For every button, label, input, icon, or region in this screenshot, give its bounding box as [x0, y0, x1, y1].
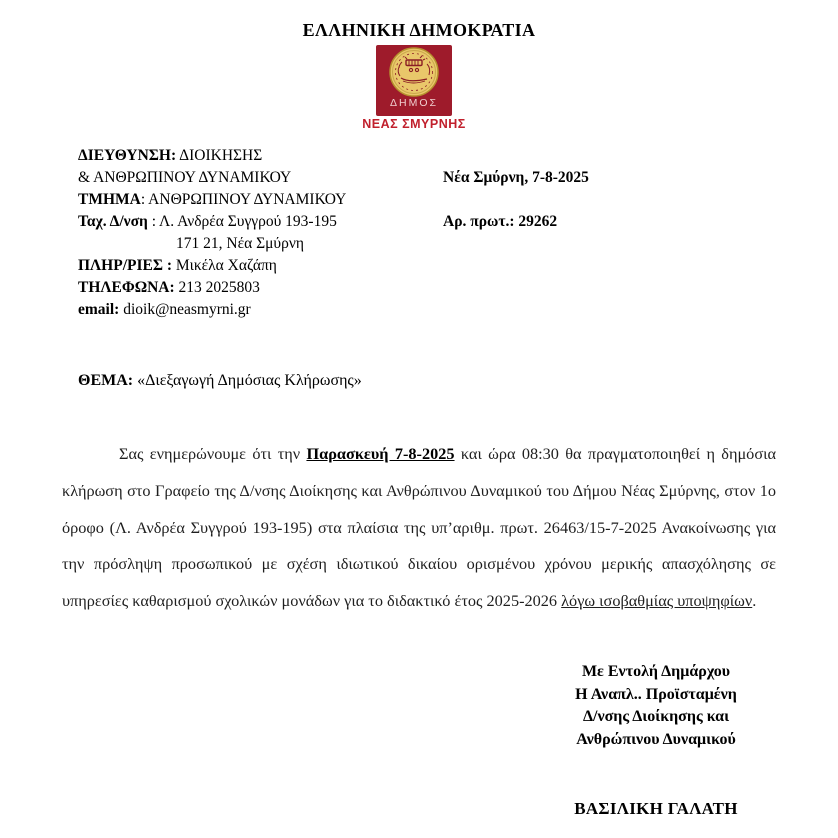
phone-value: 213 2025803 [174, 279, 260, 296]
signature-line-directorate: Δ/νσης Διοίκησης και [582, 708, 730, 725]
signature-line-role: Η Αναπλ.. Προϊσταμένη [575, 685, 737, 703]
letterhead-line-address [78, 211, 438, 233]
letterhead-line-phone [78, 277, 438, 299]
department-value: : ΑΝΘΡΩΠΙΝΟΥ ΔΥΝΑΜΙΚΟΥ [140, 191, 347, 208]
body-segment-5: . [752, 591, 757, 611]
letterhead-line-directorate-cont [78, 167, 438, 189]
directorate-label: ΔΙΕΥΘΥΝΣΗ: [78, 147, 177, 164]
department-label: ΤΜΗΜΑ [78, 191, 141, 208]
subject-line [78, 372, 778, 390]
address-value: : Λ. Ανδρέα Συγγρού 193-195 [147, 213, 337, 230]
letterhead-line-contact-person [78, 255, 438, 277]
document-date: Νέα Σμύρνη, 7-8-2025 [443, 169, 589, 186]
letterhead-line-postal [78, 233, 438, 255]
protocol-number: Αρ. πρωτ.: 29262 [443, 213, 558, 230]
address-label: Ταχ. Δ/νση [78, 213, 148, 230]
body-paragraph [62, 436, 776, 620]
email-label: email: [78, 301, 120, 318]
body-reason-underline: λόγω ισοβαθμίας υποψηφίων [561, 591, 753, 611]
subject-text: «Διεξαγωγή Δημόσιας Κλήρωσης» [133, 372, 362, 389]
body-segment-1: Σας ενημερώνουμε ότι την [119, 444, 307, 463]
municipality-logo [376, 45, 452, 116]
body-date-highlight: Παρασκευή 7-8-2025 [306, 444, 455, 463]
signature-block [540, 661, 772, 751]
ancient-coin-icon [389, 47, 439, 97]
contact-person-label: ΠΛΗΡ/ΡΙΕΣ : [78, 257, 173, 274]
letterhead-line-email [78, 299, 438, 321]
page-title: ΕΛΛΗΝΙΚΗ ΔΗΜΟΚΡΑΤΙΑ [302, 20, 536, 40]
logo-city-label: ΝΕΑΣ ΣΜΥΡΝΗΣ [362, 117, 466, 131]
directorate-value: ΔΙΟΙΚΗΣΗΣ [176, 147, 263, 164]
letterhead-line-department [78, 189, 438, 211]
letterhead-line-directorate [78, 145, 438, 167]
letterhead-left-block [78, 145, 438, 321]
directorate-value-cont: & ΑΝΘΡΩΠΙΝΟΥ ΔΥΝΑΜΙΚΟΥ [78, 169, 292, 186]
subject-label: ΘΕΜΑ: [78, 372, 134, 389]
phone-label: ΤΗΛΕΦΩΝΑ: [78, 279, 175, 296]
signer-name: ΒΑΣΙΛΙΚΗ ΓΑΛΑΤΗ [574, 799, 738, 818]
body-segment-3: και ώρα 08:30 θα πραγματοποιηθεί η δημόσια κλήρωση στο Γραφείο της Δ/νσης Διοίκησης και Ανθρώπινου Δυναμικού του Δήμου Νέας Σμύρνης, στον 1ο όροφο (Λ. Ανδρέα Συγγρού 193-195) στα πλαίσια της υπ’αριθμ. πρωτ. 26463/15-7-2025 Ανακοίνωσης για την πρόσληψη προσωπικού με σχέση ιδιωτικού δικαίου ορισμένου χρόνου μερικής απασχόλησης σε υπηρεσίες καθαρισμού σχολικών μονάδων για το διδακτικό έτος 2025-2026 [62, 444, 777, 611]
contact-person-value: Μικέλα Χαζάπη [172, 257, 277, 274]
email-value: dioik@neasmyrni.gr [119, 301, 251, 318]
signature-line-department: Ανθρώπινου Δυναμικού [576, 730, 736, 748]
signature-line-authority: Με Εντολή Δημάρχου [581, 663, 731, 680]
logo-dimos-label: ΔΗΜΟΣ [389, 97, 438, 109]
postal-value: 171 21, Νέα Σμύρνη [176, 235, 304, 252]
